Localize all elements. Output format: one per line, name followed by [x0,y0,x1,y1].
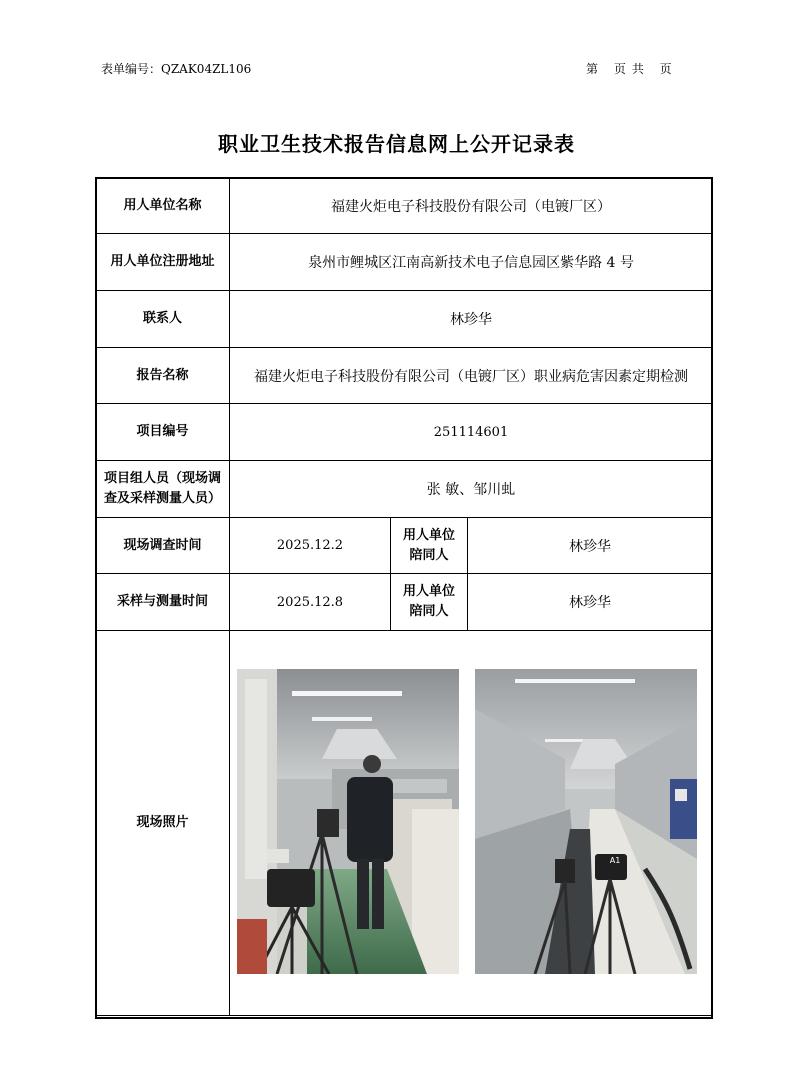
photos-label: 现场照片 [96,631,230,1016]
row-sampling-time [96,574,713,631]
row-project-number [96,404,713,461]
row-report-name [96,348,713,404]
employer-name-label: 用人单位名称 [96,178,230,234]
page-title: 职业卫生技术报告信息网上公开记录表 [218,132,575,156]
row-team-members [96,461,713,518]
report-name-value: 福建火炬电子科技股份有限公司（电镀厂区）职业病危害因素定期检测 [230,348,713,404]
sampling-accompany-label: 用人单位陪同人 [391,574,468,631]
contact-label: 联系人 [96,291,230,348]
page-info: 第 页共 页 [586,62,678,76]
workshop-photo-icon [237,669,459,974]
team-members-value: 张 敏、邹川虬 [230,461,713,518]
sampling-accompany-value: 林珍华 [468,574,713,631]
report-name-label: 报告名称 [96,348,230,404]
employer-address-label: 用人单位注册地址 [96,234,230,291]
sampling-time-label: 采样与测量时间 [96,574,230,631]
row-employer-address [96,234,713,291]
photo-marker-label: A1 [609,856,621,865]
site-photo-2 [475,669,697,974]
team-members-label: 项目组人员（现场调查及采样测量人员） [96,461,230,518]
survey-accompany-label: 用人单位陪同人 [391,518,468,574]
row-survey-time [96,518,713,574]
survey-accompany-value: 林珍华 [468,518,713,574]
contact-value: 林珍华 [230,291,713,348]
site-photo-1 [237,669,459,974]
project-number-label: 项目编号 [96,404,230,461]
row-contact [96,291,713,348]
survey-time-label: 现场调查时间 [96,518,230,574]
workshop-photo-icon [475,669,697,974]
project-number-value: 251114601 [230,404,713,461]
employer-name-value: 福建火炬电子科技股份有限公司（电镀厂区） [230,178,713,234]
form-number: 表单编号：QZAK04ZL106 [101,62,252,76]
row-employer-name [96,178,713,234]
survey-time-value: 2025.12.2 [230,518,391,574]
employer-address-value: 泉州市鲤城区江南高新技术电子信息园区紫华路 4 号 [230,234,713,291]
sampling-time-value: 2025.12.8 [230,574,391,631]
